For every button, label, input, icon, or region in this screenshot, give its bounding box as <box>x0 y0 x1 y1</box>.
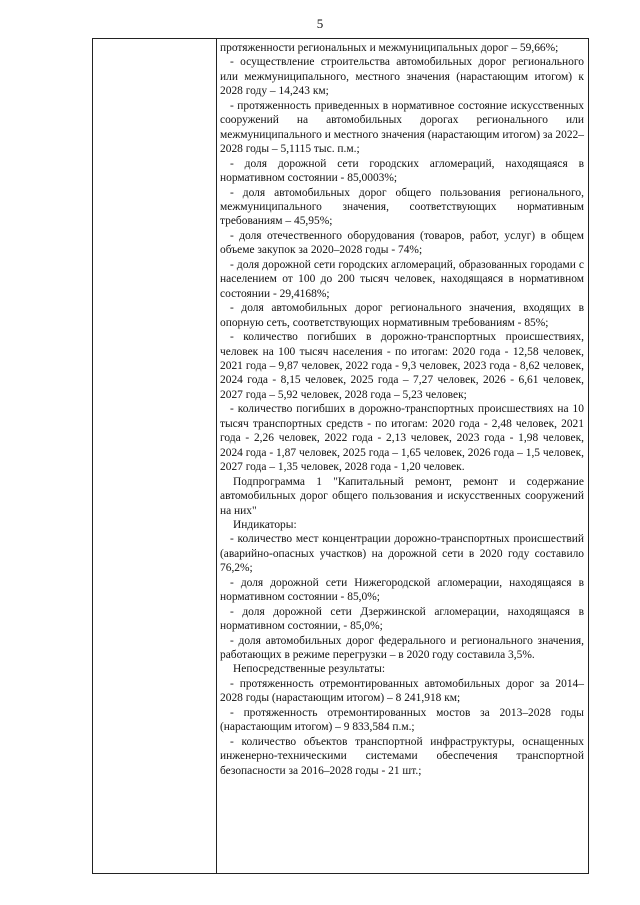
section-heading-indicators: Индикаторы: <box>233 518 297 531</box>
paragraph: протяженности региональных и межмуниципальных дорог – 59,66%; <box>220 42 559 54</box>
paragraph: - доля автомобильных дорог общего пользования регионального, межмуниципального значения, соответствующих нормативным требованиям – 45,95%; <box>220 186 584 228</box>
paragraph: - количество погибших в дорожно-транспортных происшествиях на 10 тысяч транспортных средств - по итогам: 2020 года - 2,48 человек, 2021 года - 2,26 человек, 2022 года - 2,13 человек, 2023 года - 1,98 человек, 2024 года - 1,87 человек, 2025 года – 1,65 человек, 2026 года – 1,5 человек, 2027 года – 1,35 человек, 2028 года - 1,20 человек. <box>220 403 584 474</box>
paragraph: - протяженность приведенных в нормативное состояние искусственных сооружений на автомобильных дорогах регионального или межмуниципального и местного значения (нарастающим итогом) за 2022–2028 годы – 5,1115 тыс. п.м.; <box>220 99 584 156</box>
subprogram-heading: Подпрограмма 1 "Капитальный ремонт, ремонт и содержание автомобильных дорог общего пользования и искусственных сооружений на них" <box>220 475 584 517</box>
column-divider <box>216 39 217 873</box>
paragraph: - доля дорожной сети Дзержинской агломерации, находящаяся в нормативном состоянии, - 85,0%; <box>220 605 584 633</box>
section-heading-results: Непосредственные результаты: <box>233 663 386 676</box>
paragraph: - доля дорожной сети городских агломераций, образованных городами с населением от 100 до 200 тысяч человек, находящаяся в нормативном состоянии - 29,4168%; <box>220 258 584 300</box>
page-number: 5 <box>316 16 324 31</box>
table-content-cell <box>220 41 584 778</box>
paragraph: - количество мест концентрации дорожно-транспортных происшествий (аварийно-опасных участков) на дорожной сети в 2020 году составило 76,2%; <box>220 533 584 575</box>
paragraph: - протяженность отремонтированных автомобильных дорог за 2014–2028 годы (нарастающим итогом) – 8 241,918 км; <box>220 677 584 705</box>
paragraph: - количество объектов транспортной инфраструктуры, оснащенных инженерно-техническими системами обеспечения транспортной безопасности за 2016–2028 годы - 21 шт.; <box>220 735 584 777</box>
paragraph: - количество погибших в дорожно-транспортных происшествиях, человек на 100 тысяч населения - по итогам: 2020 года - 12,58 человек, 2021 года – 9,87 человек, 2022 года - 9,3 человек, 2023 года - 8,62 человек, 2024 года - 8,15 человек, 2025 года – 7,27 человек, 2026 - 6,61 человек, 2027 года – 5,92 человек, 2028 года – 5,23 человек; <box>220 331 584 401</box>
paragraph: - осуществление строительства автомобильных дорог регионального или межмуниципального, местного значения (нарастающим итогом) к 2028 году – 14,243 км; <box>220 56 584 98</box>
paragraph: - доля автомобильных дорог федерального и регионального значения, работающих в режиме перегрузки – в 2020 году составила 3,5%. <box>220 634 584 662</box>
document-table <box>92 38 589 874</box>
paragraph: - доля дорожной сети Нижегородской агломерации, находящаяся в нормативном состоянии - 85,0%; <box>220 576 584 604</box>
paragraph: - протяженность отремонтированных мостов за 2013–2028 годы (нарастающим итогом) – 9 833,584 п.м.; <box>220 706 584 734</box>
paragraph: - доля дорожной сети городских агломераций, находящаяся в нормативном состоянии - 85,0003%; <box>220 157 584 185</box>
paragraph: - доля автомобильных дорог регионального значения, входящих в опорную сеть, соответствующих нормативным требованиям - 85%; <box>220 302 584 329</box>
paragraph: - доля отечественного оборудования (товаров, работ, услуг) в общем объеме закупок за 2020–2028 годы - 74%; <box>220 229 584 257</box>
